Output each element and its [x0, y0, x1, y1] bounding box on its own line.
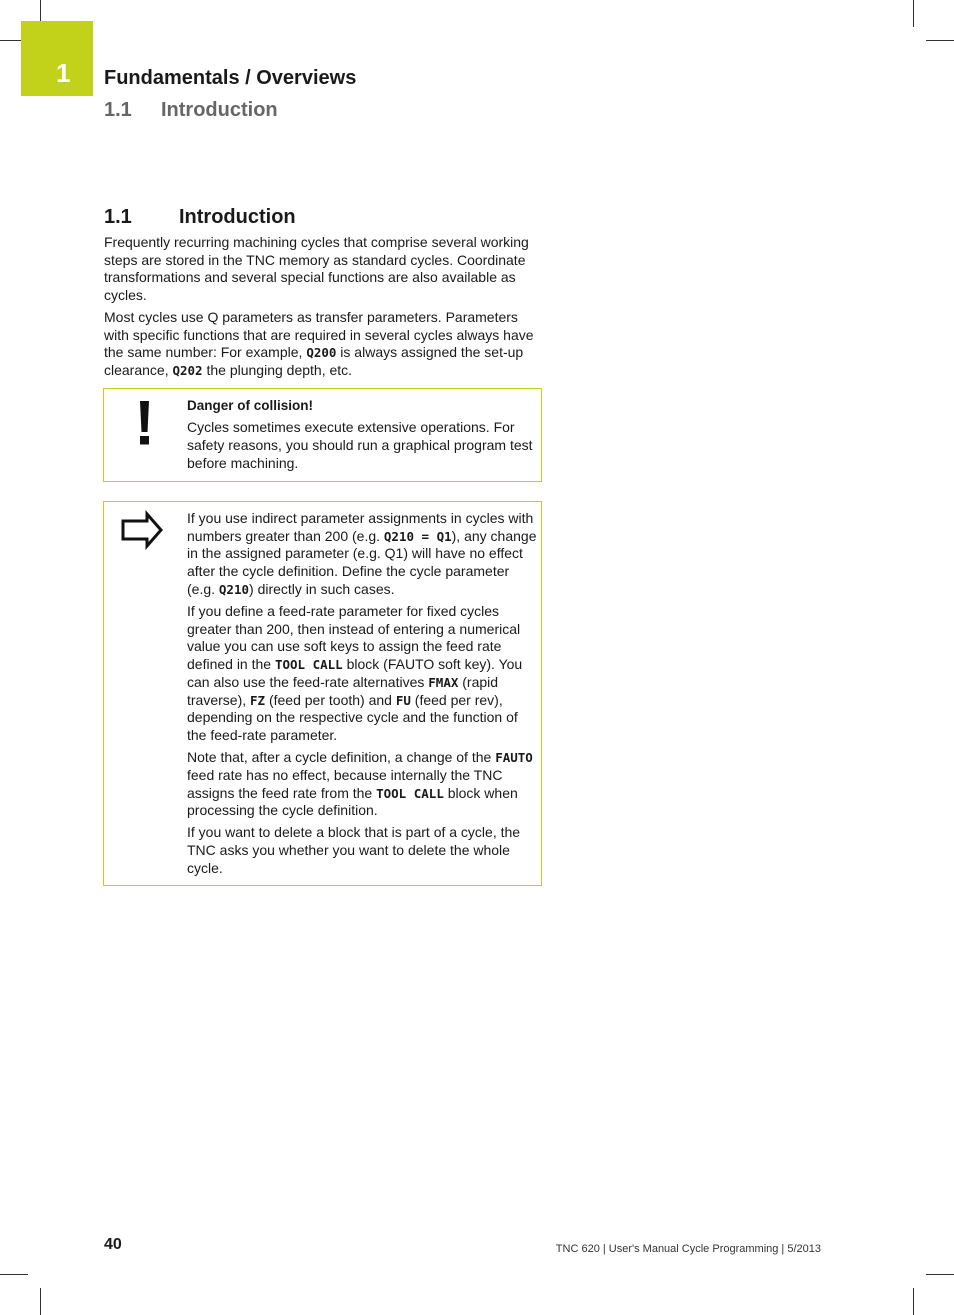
text-run: block (FAUTO soft key). You can also use the feed-rate alternatives [187, 656, 523, 690]
code-term: Q210 [218, 581, 250, 597]
section-number: 1.1 [104, 206, 132, 228]
warning-icon-column [104, 389, 186, 488]
text-run: If you define a feed-rate parameter for fixed cycles greater than 200, then instead of entering a numerical value you can use soft keys to assign the feed rate defined in the [187, 603, 521, 673]
footer-text: TNC 620 | User's Manual Cycle Programming | 5/2013 [555, 1243, 821, 1255]
warning-content [187, 397, 539, 477]
header-section-title [104, 99, 278, 122]
code-term: FMAX [428, 674, 459, 690]
text-run: the plunging depth, etc. [202, 362, 353, 379]
note-paragraph-4: If you want to delete a block that is part of a cycle, the TNC asks you whether you want to delete the whole cycle. [187, 824, 521, 876]
section-title: Introduction [179, 206, 296, 228]
note-box [103, 501, 542, 886]
crop-mark [926, 1274, 954, 1275]
crop-mark [40, 1288, 41, 1315]
header-chapter-title: Fundamentals / Overviews [104, 67, 357, 89]
code-term: Q200 [306, 345, 337, 361]
crop-mark [926, 40, 954, 41]
text-run: ), any change in the assigned parameter (e.g. Q1) will have no effect after the cycle definition. Define the cycle parameter (e.g. [187, 527, 537, 597]
code-term: FAUTO [495, 750, 533, 766]
crop-mark [913, 0, 914, 27]
chapter-number: 1 [56, 58, 71, 88]
note-icon-column [104, 502, 186, 567]
crop-mark [0, 1274, 28, 1275]
text-run: block when processing the cycle definition. [187, 784, 518, 819]
code-term: TOOL CALL [376, 785, 444, 801]
intro-paragraph-2 [104, 309, 542, 380]
text-run: is always assigned the set-up clearance, [104, 344, 524, 379]
text-run: Most cycles use Q parameters as transfer parameters. Parameters with specific functions that are required in several cycles always have the same number: For example, [104, 309, 534, 361]
arrow-right-icon [104, 502, 186, 562]
text-run: feed rate has no effect, because internally the TNC assigns the feed rate from the [187, 766, 503, 801]
note-paragraph-2 [187, 603, 539, 745]
text-run: Note that, after a cycle definition, a change of the [187, 749, 496, 766]
page-number: 40 [104, 1236, 122, 1253]
text-run: ) directly in such cases. [249, 580, 395, 597]
exclamation-icon [104, 389, 186, 483]
header-section-label: Introduction [161, 99, 278, 121]
code-term: FZ [250, 692, 266, 708]
note-paragraph-1 [187, 510, 539, 599]
text-run: (feed per rev), depending on the respective cycle and the function of the feed-rate parameter. [187, 691, 518, 743]
section-heading [104, 206, 296, 229]
text-run: (feed per tooth) and [265, 691, 396, 708]
code-term: TOOL CALL [274, 657, 343, 673]
warning-box [103, 388, 542, 482]
code-term: Q202 [172, 363, 203, 379]
code-term: FU [395, 692, 411, 708]
intro-paragraph-1: Frequently recurring machining cycles that comprise several working steps are stored in the TNC memory as standard cycles. Coordinate transformations and several special functions are also available as cycles. [104, 234, 529, 304]
warning-title: Danger of collision! [187, 398, 314, 413]
text-run: If you use indirect parameter assignments in cycles with numbers greater than 200 (e.g. [187, 510, 534, 544]
crop-mark [913, 1288, 914, 1315]
note-content [187, 510, 539, 882]
text-run: (rapid traverse), [187, 673, 499, 708]
note-paragraph-3 [187, 749, 539, 820]
warning-text: Cycles sometimes execute extensive operations. For safety reasons, you should run a graphical program test before machining. [187, 419, 533, 471]
code-term: Q210 = Q1 [383, 528, 452, 544]
header-section-number: 1.1 [104, 99, 132, 121]
